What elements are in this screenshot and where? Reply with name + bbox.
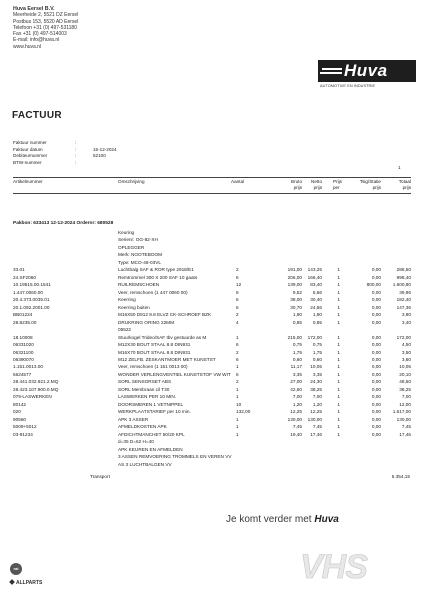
line-article: 10.19515.00.1541 bbox=[13, 282, 51, 288]
line-description: 05522 bbox=[118, 327, 132, 333]
line-article: 28.441.032.921.2.MQ bbox=[13, 379, 59, 385]
line-description: AFDICHTMANCHET 50/20 KPL bbox=[118, 431, 185, 437]
line-quantity: 6 bbox=[236, 371, 239, 377]
line-per: 1 bbox=[337, 379, 340, 385]
line-tsig: 0,00 bbox=[371, 371, 381, 377]
line-description: RUILREMSCHOEN bbox=[118, 282, 160, 288]
vhs-logo: VHS bbox=[300, 548, 367, 586]
line-description: AFMELDKOSTEN APK bbox=[118, 424, 167, 430]
line-quantity: 6 bbox=[236, 304, 239, 310]
line-quantity: 2 bbox=[236, 267, 239, 273]
line-bruto: 7,45 bbox=[292, 424, 302, 430]
line-description: APK KEUREN EN AFMELDEN bbox=[118, 446, 183, 452]
company-email: E-mail: info@huva.nl bbox=[13, 37, 60, 44]
line-tsig: 0,00 bbox=[371, 289, 381, 295]
line-description: Merk: NOOTEBOOM bbox=[118, 252, 163, 258]
line-description: Luchtbalg SAF & ROR type 2918/E1 bbox=[118, 267, 194, 273]
meta-colon: : bbox=[75, 146, 77, 152]
line-article: 06390070 bbox=[13, 356, 34, 362]
line-per: 1 bbox=[337, 304, 340, 310]
col-prijs-per: Prijs per bbox=[333, 179, 342, 190]
rai-logo: rai bbox=[10, 563, 22, 575]
line-per: 1 bbox=[337, 424, 340, 430]
company-website: www.huva.nl bbox=[13, 43, 42, 50]
meta-value: 15-12-2024 bbox=[93, 146, 117, 152]
line-description: Remtrommel 300 X 200 SAF 10 gaats bbox=[118, 274, 198, 280]
line-quantity: 1 bbox=[236, 364, 239, 370]
line-bruto: 1,75 bbox=[292, 349, 302, 355]
line-netto: 143,25 bbox=[307, 267, 322, 273]
line-description: Veer, remschoen (1 151 0013 00) bbox=[118, 364, 188, 370]
line-bruto: 1,20 bbox=[292, 401, 302, 407]
line-article: 20.4.373.0035.01 bbox=[13, 297, 50, 303]
line-netto: 10,05 bbox=[310, 364, 322, 370]
line-bruto: 0,75 bbox=[292, 342, 302, 348]
line-description: Keerring bbox=[118, 297, 136, 303]
line-quantity: 4 bbox=[236, 319, 239, 325]
line-article: 28.8235.00 bbox=[13, 319, 37, 325]
line-tsig: 0,00 bbox=[371, 356, 381, 362]
line-total: 182,40 bbox=[396, 297, 411, 303]
line-total: 17,46 bbox=[399, 431, 411, 437]
line-total: 3,60 bbox=[401, 356, 411, 362]
line-total: 12,00 bbox=[399, 401, 411, 407]
line-netto: 3,35 bbox=[312, 371, 322, 377]
line-article: 020 bbox=[13, 409, 21, 415]
line-bruto: 9,52 bbox=[292, 289, 302, 295]
line-article: 1.447.0060.00 bbox=[13, 289, 43, 295]
line-tsig: 0,00 bbox=[371, 431, 381, 437]
slogan bbox=[226, 514, 339, 525]
line-description: DOORSMEREN 1 VETNIPPEL bbox=[118, 401, 184, 407]
company-address-block bbox=[13, 6, 78, 50]
line-tsig: 0,00 bbox=[371, 386, 381, 392]
line-quantity: 10 bbox=[236, 401, 242, 407]
footer-left-logos bbox=[10, 563, 70, 593]
line-bruto: 38,00 bbox=[290, 297, 302, 303]
line-description: M12X30 BOUT STAAL 8.8 DIN931 bbox=[118, 342, 191, 348]
line-article: 20.1.092.2001.00 bbox=[13, 304, 50, 310]
line-bruto: 3,35 bbox=[292, 371, 302, 377]
header-bottom-rule bbox=[13, 193, 411, 194]
line-netto: 7,45 bbox=[312, 424, 322, 430]
line-per: 1 bbox=[337, 297, 340, 303]
line-article: 06321100 bbox=[13, 349, 34, 355]
line-quantity: 12 bbox=[236, 282, 242, 288]
line-quantity: 6 bbox=[236, 274, 239, 280]
line-quantity: 6 bbox=[236, 356, 239, 362]
line-bruto: 11,17 bbox=[290, 364, 302, 370]
line-article: 90560 bbox=[13, 416, 27, 422]
line-total: 7,00 bbox=[401, 394, 411, 400]
company-phone: Telefoon +31 (0) 497-531180 bbox=[13, 24, 77, 31]
line-bruto: 215,00 bbox=[287, 334, 302, 340]
line-bruto: 191,00 bbox=[287, 267, 302, 273]
line-description: APK 3 ASSER bbox=[118, 416, 149, 422]
col-aantal: Aantal bbox=[231, 179, 245, 184]
line-tsig: 0,00 bbox=[371, 409, 381, 415]
line-netto: 24,56 bbox=[310, 304, 322, 310]
line-bruto: 12,25 bbox=[290, 409, 302, 415]
line-per: 1 bbox=[337, 282, 340, 288]
line-tsig: 0,00 bbox=[371, 416, 381, 422]
line-netto: 38,25 bbox=[310, 386, 322, 392]
line-description: Stuurkogel Trideo/SAF tbv gestuurde as M bbox=[118, 334, 207, 340]
line-description: DRUKRING ORING 22MM bbox=[118, 319, 174, 325]
line-total: 998,40 bbox=[396, 274, 411, 280]
line-description: M16X50 D912 8.8 ELVZ CK-SCHROEF BZK bbox=[118, 312, 212, 318]
line-tsig: 0,00 bbox=[371, 319, 381, 325]
line-description: WERKPLAATSTARIEF per 10 min. bbox=[118, 409, 191, 415]
line-article: 03-91234 bbox=[13, 431, 33, 437]
transport-label: Transport bbox=[90, 474, 110, 479]
col-tsig-statie: Tsig/Statie prijs bbox=[359, 179, 381, 190]
line-total: 3,40 bbox=[401, 319, 411, 325]
line-per: 1 bbox=[337, 267, 340, 273]
line-per: 1 bbox=[337, 356, 340, 362]
meta-label: Faktuur datum bbox=[13, 146, 43, 152]
line-per: 1 bbox=[337, 409, 340, 415]
line-total: 1.600,80 bbox=[392, 282, 411, 288]
line-description: SORL SENSORSET ABS bbox=[118, 379, 172, 385]
company-address-line-2: Postbus 153, 5520 AD Eersel bbox=[13, 18, 79, 25]
line-total: 3,50 bbox=[401, 349, 411, 355]
line-quantity: 2 bbox=[236, 312, 239, 318]
slogan-brand: Huva bbox=[314, 514, 339, 525]
line-article: 5624577 bbox=[13, 371, 32, 377]
line-netto: 166,40 bbox=[307, 274, 322, 280]
logo-tagline: AUTOMOTIVE EN INDUSTRIE bbox=[320, 84, 376, 88]
line-tsig: 0,00 bbox=[371, 304, 381, 310]
line-total: 147,36 bbox=[396, 304, 411, 310]
line-description: M12 ZELFB. ZESKANTMOER MET KUNSTST bbox=[118, 356, 216, 362]
line-description: Type: MCO-48-03VL bbox=[118, 259, 161, 265]
line-tsig: 800,00 bbox=[366, 282, 381, 288]
allparts-logo: ALLPARTS bbox=[10, 580, 42, 586]
line-total: 3,80 bbox=[401, 312, 411, 318]
line-tsig: 0,00 bbox=[371, 334, 381, 340]
line-bruto: 0,60 bbox=[292, 356, 302, 362]
line-bruto: 139,00 bbox=[287, 282, 302, 288]
line-per: 1 bbox=[337, 342, 340, 348]
line-total: 20,10 bbox=[399, 371, 411, 377]
line-article: 5009+5012 bbox=[13, 424, 37, 430]
line-netto: 172,00 bbox=[307, 334, 322, 340]
line-quantity: 132,00 bbox=[236, 409, 251, 415]
line-tsig: 0,00 bbox=[371, 379, 381, 385]
logo-text: Huva bbox=[344, 61, 388, 80]
line-total: 4,50 bbox=[401, 342, 411, 348]
line-quantity: 1 bbox=[236, 416, 239, 422]
line-netto: 7,00 bbox=[312, 394, 322, 400]
line-description: AS 3 LUCHTBALGEN VV bbox=[118, 461, 172, 467]
line-bruto: 130,00 bbox=[287, 416, 302, 422]
line-article: 33.01 bbox=[13, 267, 25, 273]
line-per: 1 bbox=[337, 394, 340, 400]
line-article: 06331020 bbox=[13, 342, 34, 348]
line-tsig: 0,00 bbox=[371, 312, 381, 318]
line-bruto: 206,00 bbox=[287, 274, 302, 280]
line-tsig: 0,00 bbox=[371, 364, 381, 370]
line-netto: 1,20 bbox=[312, 401, 322, 407]
line-netto: 0,85 bbox=[312, 319, 322, 325]
line-per: 1 bbox=[337, 416, 340, 422]
line-tsig: 0,00 bbox=[371, 401, 381, 407]
meta-colon: : bbox=[75, 159, 77, 165]
line-netto: 83,40 bbox=[310, 282, 322, 288]
line-description: Veer, remschoen (1 447 0060 00) bbox=[118, 289, 188, 295]
line-quantity: 1 bbox=[236, 394, 239, 400]
line-bruto: 42,50 bbox=[290, 386, 302, 392]
line-article: 079-LASWERKEN bbox=[13, 394, 52, 400]
line-total: 7,45 bbox=[401, 424, 411, 430]
meta-label: Debiteurnummer bbox=[13, 153, 48, 159]
line-per: 1 bbox=[337, 386, 340, 392]
line-per: 1 bbox=[337, 334, 340, 340]
line-article: 18.10008 bbox=[13, 334, 33, 340]
col-totaal: Totaal prijs bbox=[398, 179, 411, 190]
line-description: Keerring buiten bbox=[118, 304, 150, 310]
line-article: BB01224 bbox=[13, 312, 33, 318]
line-netto: 6,66 bbox=[312, 289, 322, 295]
line-quantity: 1 bbox=[236, 431, 239, 437]
meta-label: Faktuur nummer bbox=[13, 140, 47, 145]
line-per: 1 bbox=[337, 274, 340, 280]
line-netto: 17,46 bbox=[310, 431, 322, 437]
line-description: M16X70 BOUT STAAL 8.8 DIN931 bbox=[118, 349, 191, 355]
line-total: 286,50 bbox=[396, 267, 411, 273]
line-description: 3 ASSEN REMVOERING TROMMELS EN VEREN VV bbox=[118, 454, 232, 460]
line-article: 28.423.107.900.0.MQ bbox=[13, 386, 59, 392]
line-per: 1 bbox=[337, 289, 340, 295]
document-title: FACTUUR bbox=[12, 110, 62, 121]
meta-colon: : bbox=[75, 153, 77, 159]
line-total: 39,96 bbox=[399, 289, 411, 295]
line-tsig: 0,00 bbox=[371, 297, 381, 303]
line-description: d=35 D=62 H=40 bbox=[118, 439, 154, 445]
line-netto: 12,25 bbox=[310, 409, 322, 415]
line-total: 48,60 bbox=[399, 379, 411, 385]
col-artikelnummer: Artikelnummer bbox=[13, 179, 43, 184]
slogan-text: Je komt verder met bbox=[226, 514, 312, 525]
line-quantity: 1 bbox=[236, 424, 239, 430]
line-description: WONDER VERLENGVENTIEL KUNSTSTOF VW WIT bbox=[118, 371, 231, 377]
logo-box bbox=[318, 60, 416, 82]
line-tsig: 0,00 bbox=[371, 342, 381, 348]
line-tsig: 0,00 bbox=[371, 274, 381, 280]
line-total: 38,25 bbox=[399, 386, 411, 392]
meta-label: BTW-nummer bbox=[13, 159, 42, 165]
line-bruto: 7,00 bbox=[292, 394, 302, 400]
line-quantity: 1 bbox=[236, 334, 239, 340]
line-per: 1 bbox=[337, 364, 340, 370]
line-bruto: 19,40 bbox=[290, 431, 302, 437]
line-netto: 1,75 bbox=[312, 349, 322, 355]
line-per: 1 bbox=[337, 401, 340, 407]
transport-value: 5.354,15 bbox=[391, 474, 410, 479]
meta-colon: : bbox=[75, 140, 77, 145]
line-per: 1 bbox=[337, 312, 340, 318]
company-name: Huva Eersel B.V. bbox=[13, 6, 55, 12]
line-netto: 0,75 bbox=[312, 342, 322, 348]
line-article: 1.151.0013.00 bbox=[13, 364, 43, 370]
line-bruto: 27,00 bbox=[290, 379, 302, 385]
line-netto: 24,30 bbox=[310, 379, 322, 385]
company-fax: Fax +31 (0) 497-514003 bbox=[13, 31, 67, 38]
header-top-rule bbox=[13, 177, 411, 178]
pakbon-line: Pakbon: 633413 12-12-2024 Ordernr: 680528 bbox=[13, 221, 114, 226]
col-bruto: Bruto prijs bbox=[291, 179, 302, 190]
line-netto: 130,00 bbox=[307, 416, 322, 422]
line-quantity: 6 bbox=[236, 297, 239, 303]
line-article: 80142 bbox=[13, 401, 27, 407]
line-per: 1 bbox=[337, 319, 340, 325]
line-tsig: 0,00 bbox=[371, 349, 381, 355]
line-description: Keuring bbox=[118, 230, 135, 235]
line-article: 24.SF2060 bbox=[13, 274, 36, 280]
line-quantity: 6 bbox=[236, 342, 239, 348]
line-description: SORL Membraan cil T30 bbox=[118, 386, 170, 392]
line-per: 1 bbox=[337, 371, 340, 377]
line-tsig: 0,00 bbox=[371, 267, 381, 273]
line-netto: 30,40 bbox=[310, 297, 322, 303]
line-per: 1 bbox=[337, 431, 340, 437]
huva-logo bbox=[318, 60, 416, 90]
col-netto: Netto prijs bbox=[311, 179, 322, 190]
line-tsig: 0,00 bbox=[371, 394, 381, 400]
allparts-mark-icon bbox=[9, 579, 15, 585]
line-netto: 1,90 bbox=[312, 312, 322, 318]
line-total: 10,05 bbox=[399, 364, 411, 370]
line-quantity: 2 bbox=[236, 349, 239, 355]
page-number: 1 bbox=[398, 165, 401, 170]
line-tsig: 0,00 bbox=[371, 424, 381, 430]
line-total: 172,00 bbox=[396, 334, 411, 340]
line-description: Serienr: OG-82-XH bbox=[118, 237, 158, 243]
line-netto: 0,60 bbox=[312, 356, 322, 362]
line-quantity: 1 bbox=[236, 386, 239, 392]
company-address-line-1: Meerheide 2, 5521 DZ Eersel bbox=[13, 12, 79, 19]
line-total: 130,00 bbox=[396, 416, 411, 422]
meta-value: 52100 bbox=[93, 153, 106, 159]
line-per: 1 bbox=[337, 349, 340, 355]
line-description: OPLEGGER bbox=[118, 244, 145, 250]
line-quantity: 2 bbox=[236, 379, 239, 385]
line-bruto: 1,90 bbox=[292, 312, 302, 318]
line-description: LASWERKEN PER 10 MIN. bbox=[118, 394, 177, 400]
line-total: 1.617,00 bbox=[392, 409, 411, 415]
line-bruto: 30,70 bbox=[290, 304, 302, 310]
col-omschrijving: Omschrijving bbox=[118, 179, 145, 184]
line-bruto: 0,85 bbox=[292, 319, 302, 325]
line-quantity: 6 bbox=[236, 289, 239, 295]
